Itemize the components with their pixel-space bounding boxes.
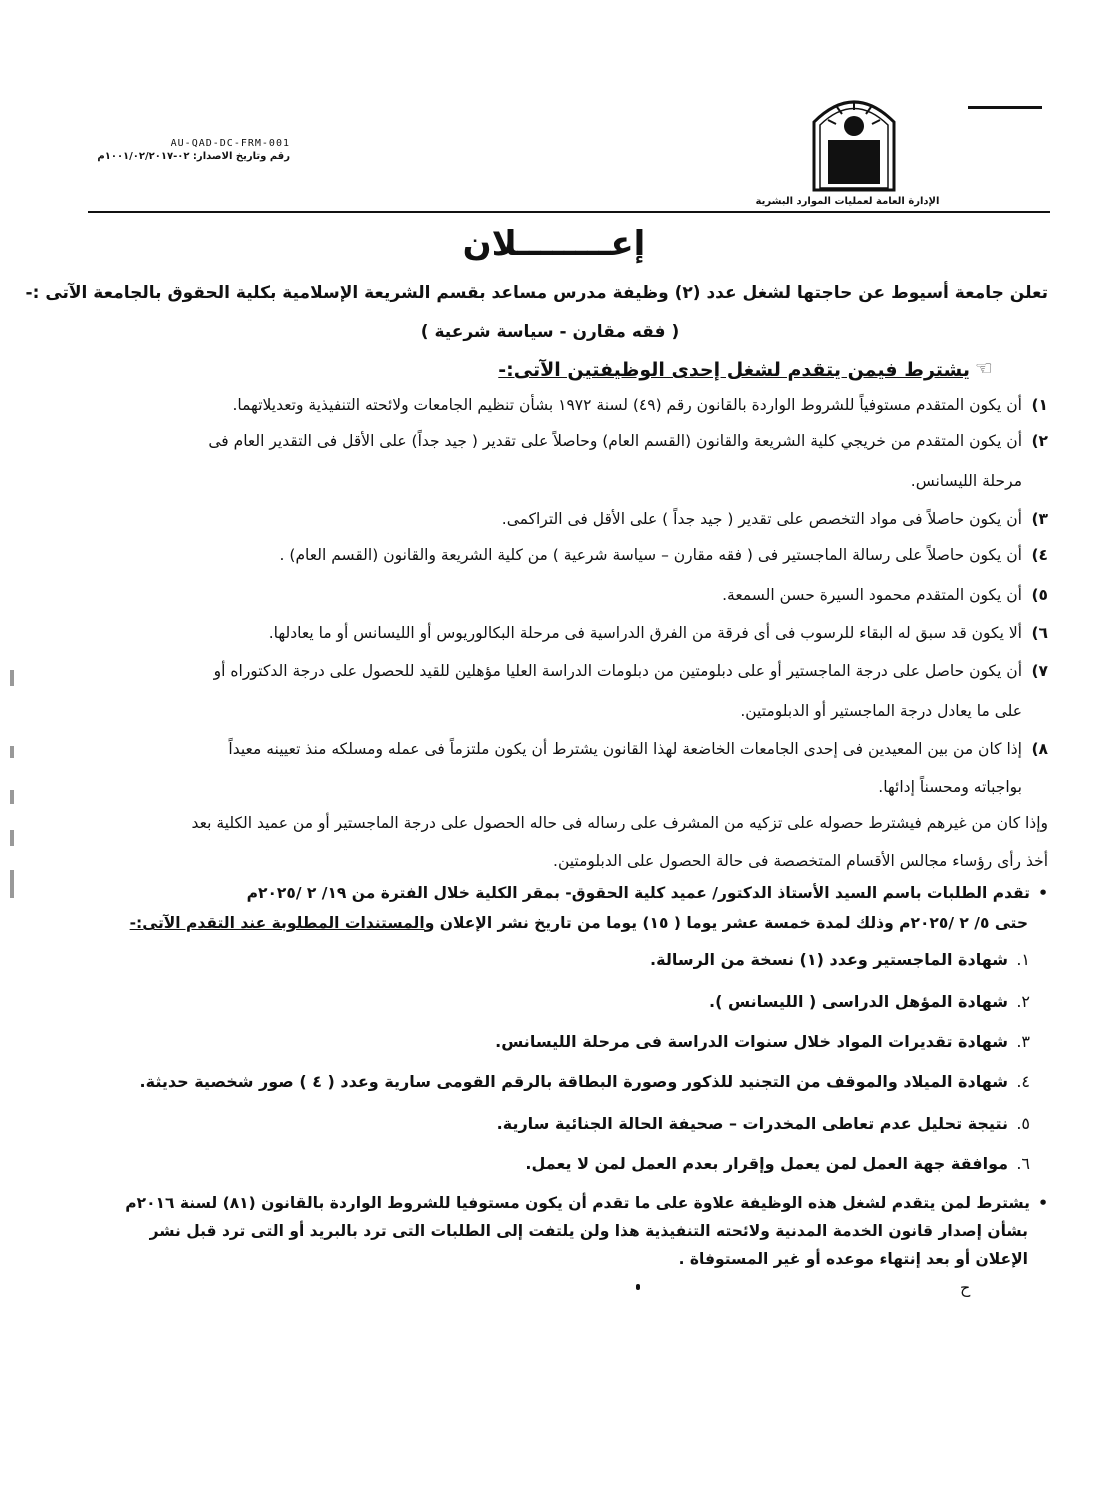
condition-item: [58, 432, 1048, 450]
condition-number: ٧): [1031, 662, 1048, 680]
condition-item: [58, 662, 1048, 680]
scan-margin-mark: [10, 670, 14, 686]
scan-margin-mark: [10, 870, 14, 898]
submission-text: تقدم الطلبات باسم السيد الأستاذ الدكتور/ عميد كلية الحقوق- بمقر الكلية خلال الفترة من ١٩/ ٢ /٢٠٢٥م: [246, 884, 1030, 902]
required-document-item: [140, 1114, 1030, 1133]
page-title: إعــــــــلان: [462, 224, 646, 264]
submission-bullet: [58, 884, 1048, 902]
tail-mark: ح: [960, 1278, 971, 1297]
required-document-item: [140, 1154, 1030, 1173]
issue-number-date: رقم وتاريخ الاصدار: ٠٢-١٠٠١/٠٢/٢٠١٧م: [97, 151, 290, 162]
condition-text: أن يكون المتقدم من خريجي كلية الشريعة والقانون (القسم العام) وحاصلاً على تقدير ( جيد جداً) على الأقل فى التقدير العام فى: [208, 432, 1022, 450]
required-documents-intro: المستندات المطلوبة عند التقدم الآتى:-: [129, 914, 425, 932]
document-text: شهادة تقديرات المواد خلال سنوات الدراسة فى مرحلة الليسانس.: [495, 1032, 1008, 1051]
announcement-intro: تعلن جامعة أسيوط عن حاجتها لشغل عدد (٢) وظيفة مدرس مساعد بقسم الشريعة الإسلامية بكلية الحقوق بالجامعة الآتى :-: [25, 283, 1048, 303]
condition-number: ٢): [1031, 432, 1048, 450]
document-number: ٣.: [1016, 1032, 1030, 1051]
required-document-item: [140, 992, 1030, 1011]
condition-text: أن يكون المتقدم مستوفياً للشروط الواردة بالقانون رقم (٤٩) لسنة ١٩٧٢ بشأن تنظيم الجامعات ولائحته التنفيذية وتعديلاتهما.: [232, 396, 1022, 414]
condition-number: ٦): [1031, 624, 1048, 642]
document-text: شهادة الميلاد والموقف من التجنيد للذكور وصورة البطاقة بالرقم القومى سارية وعدد ( ٤ ) صور شخصية حديثة.: [139, 1072, 1008, 1091]
nominee-note-line-1: وإذا كان من غيرهم فيشترط حصوله على تزكيه من المشرف على رساله فى حاله الحصول على درجة الماجستير أو من عميد الكلية بعد: [191, 814, 1048, 832]
nominee-note-line-2: أخذ رأى رؤساء مجالس الأقسام المتخصصة فى حالة الحصول على الدبلومتين.: [553, 852, 1048, 870]
required-document-item: [140, 950, 1030, 969]
condition-text: أن يكون حاصلاً على رسالة الماجستير فى ( فقه مقارن – سياسة شرعية ) من كلية الشريعة والقانون (القسم العام) .: [279, 546, 1022, 564]
submission-period: حتى ٥/ ٢ /٢٠٢٥م وذلك لمدة خمسة عشر يوما ( ١٥) يوما من تاريخ نشر الإعلان و: [424, 914, 1028, 932]
document-number: ٤.: [1016, 1072, 1030, 1091]
condition-item: [58, 546, 1048, 564]
bullet-icon: •: [1038, 884, 1048, 902]
condition-number: ٥): [1031, 586, 1048, 604]
condition-number: ٤): [1031, 546, 1048, 564]
stray-dot: [636, 1284, 640, 1290]
condition-continuation: بواجباته ومحسناً إدائها.: [878, 778, 1022, 796]
requirements-heading: يشترط فيمن يتقدم لشغل إحدى الوظيفتين الآتى:-: [498, 359, 970, 381]
final-condition-bullet: [58, 1194, 1048, 1212]
scan-margin-mark: [10, 746, 14, 758]
header-dash: [968, 106, 1042, 109]
condition-number: ٣): [1031, 510, 1048, 528]
scan-margin-mark: [10, 830, 14, 846]
document-number: ٥.: [1016, 1114, 1030, 1133]
condition-item: [58, 396, 1048, 414]
header-divider: [88, 211, 1050, 213]
condition-item: [58, 740, 1048, 758]
form-code: AU-QAD-DC-FRM-001: [170, 138, 290, 149]
document-text: شهادة الماجستير وعدد (١) نسخة من الرسالة.: [650, 950, 1008, 969]
document-text: موافقة جهة العمل لمن يعمل وإقرار بعدم العمل لمن لا يعمل.: [525, 1154, 1008, 1173]
condition-continuation: على ما يعادل درجة الماجستير أو الدبلومتين.: [740, 702, 1022, 720]
document-number: ٢.: [1016, 992, 1030, 1011]
document-number: ١.: [1016, 950, 1030, 969]
condition-number: ١): [1031, 396, 1048, 414]
condition-text: إذا كان من بين المعيدين فى إحدى الجامعات الخاضعة لهذا القانون يشترط أن يكون ملتزماً فى عمله ومسلكه منذ تعيينه معيداً: [228, 740, 1022, 758]
specialty-line: ( فقه مقارن - سياسة شرعية ): [420, 322, 680, 342]
pointer-mark-icon: ☜: [975, 356, 993, 380]
document-text: شهادة المؤهل الدراسى ( الليسانس ).: [709, 992, 1008, 1011]
document-text: نتيجة تحليل عدم تعاطى المخدرات – صحيفة الحالة الجنائية سارية.: [496, 1114, 1008, 1133]
final-condition-text: يشترط لمن يتقدم لشغل هذه الوظيفة علاوة على ما تقدم أن يكون مستوفيا للشروط الواردة بالقانون (٨١) لسنة ٢٠١٦م: [125, 1194, 1030, 1212]
university-logo-icon: [808, 92, 900, 192]
condition-item: [58, 510, 1048, 528]
logo-caption: الإدارة العامة لعمليات الموارد البشرية: [755, 196, 940, 207]
scan-margin-mark: [10, 790, 14, 804]
condition-item: [58, 586, 1048, 604]
bullet-icon: •: [1038, 1194, 1048, 1212]
condition-item: [58, 624, 1048, 642]
condition-number: ٨): [1031, 740, 1048, 758]
final-condition-line-3: الإعلان أو بعد إنتهاء موعده أو غير المستوفاة .: [678, 1250, 1028, 1268]
condition-text: ألا يكون قد سبق له البقاء للرسوب فى أى فرقة من الفرق الدراسية فى مرحلة البكالوريوس أو الليسانس أو ما يعادلها.: [268, 624, 1022, 642]
university-logo: [808, 92, 900, 192]
final-condition-line-2: بشأن إصدار قانون الخدمة المدنية ولائحته التنفيذية هذا ولن يلتفت إلى الطلبات التى ترد بالبريد أو التى ترد قبل نشر: [149, 1222, 1028, 1240]
required-document-item: [140, 1072, 1030, 1091]
condition-text: أن يكون المتقدم محمود السيرة حسن السمعة.: [722, 586, 1022, 604]
condition-text: أن يكون حاصل على درجة الماجستير أو على دبلومتين من دبلومات الدراسة العليا مؤهلين للقيد للحصول على درجة الدكتوراه أو: [213, 662, 1022, 680]
condition-continuation: مرحلة الليسانس.: [910, 472, 1022, 490]
condition-text: أن يكون حاصلاً فى مواد التخصص على تقدير ( جيد جداً ) على الأقل فى التراكمى.: [501, 510, 1022, 528]
document-number: ٦.: [1016, 1154, 1030, 1173]
submission-continuation: [58, 914, 1028, 932]
required-document-item: [140, 1032, 1030, 1051]
